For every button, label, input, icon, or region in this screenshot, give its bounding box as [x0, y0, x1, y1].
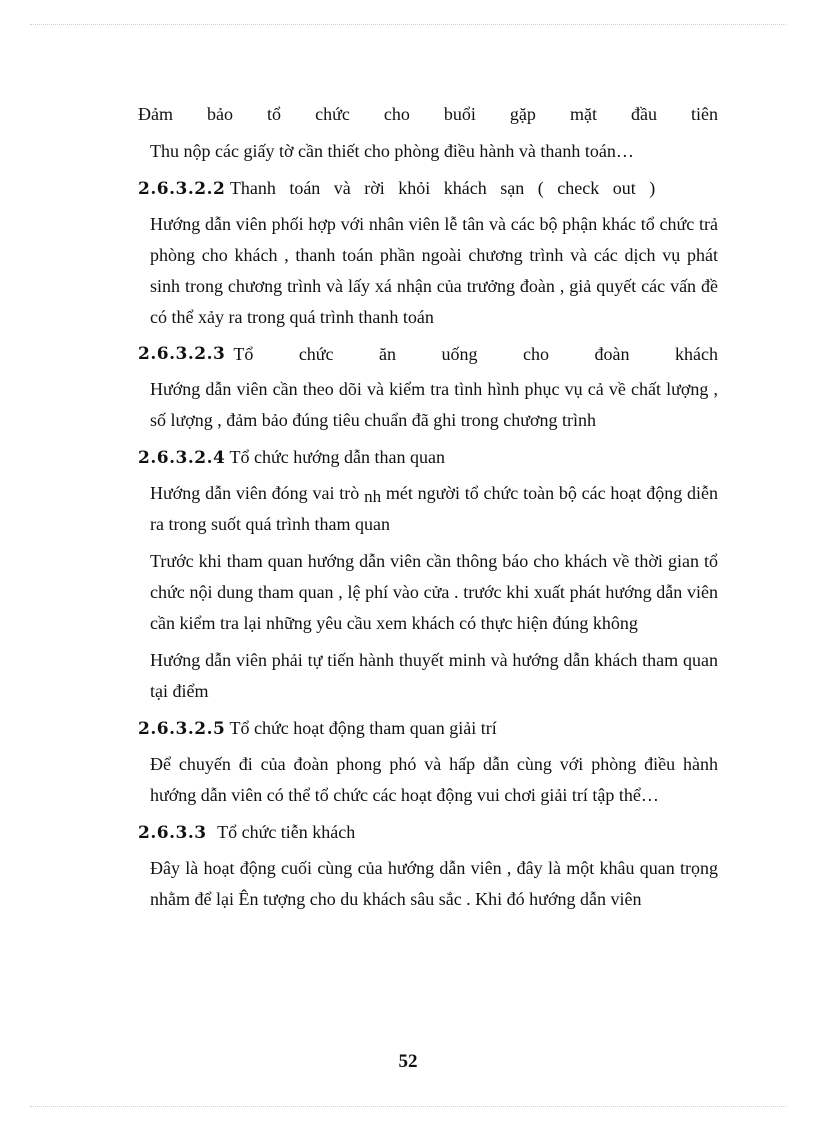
page-number: 52: [398, 1051, 418, 1072]
section-title: [233, 339, 718, 370]
paragraph-text: Hướng dẫn viên đóng vai trò: [150, 483, 360, 503]
heading-2-6-3-2-4: [138, 442, 718, 474]
heading-2-6-3-2-5: [138, 713, 718, 745]
title-word: chức: [298, 344, 334, 364]
paragraph-meals: Hướng dẫn viên cần theo dõi và kiểm tra tình hình phục vụ cả về chất lượng , số lượng , đảm bảo đúng tiêu chuẩn đã ghi trong chương trình: [150, 379, 718, 430]
title-word: uống: [441, 344, 478, 364]
paragraph-text: mét người tổ chức toàn bộ các hoạt động diễn ra trong suốt quá trình tham quan: [150, 483, 719, 534]
section-title: Tổ chức hoạt động tham quan giải trí: [229, 718, 497, 738]
section-number: 2.6.3.2.3: [138, 344, 226, 364]
paragraph-documents: Thu nộp các giấy tờ cần thiết cho phòng điều hành và thanh toán…: [150, 141, 634, 161]
section-number: 2.6.3.2.5: [138, 719, 226, 739]
section-number: 2.6.3.2.4: [138, 448, 226, 468]
paragraph-checkout: Hướng dẫn viên phối hợp với nhân viên lễ tân và các bộ phận khác tổ chức trả phòng cho khách , thanh toán phần ngoài chương trình và các dịch vụ phát sinh trong chương trình và lấy xá nhận của trưởng đoàn , giả quyết các vấn đề có thể xảy ra trong quá trình thanh toán: [150, 214, 718, 327]
heading-2-6-3-2-2: [138, 173, 718, 205]
section-title: Tổ chức hướng dẫn than quan: [229, 447, 445, 467]
paragraph-guide-role: [138, 478, 718, 540]
section-title: Tổ chức tiễn khách: [217, 822, 356, 842]
paragraph-entertainment: Để chuyến đi của đoàn phong phó và hấp dẫn cùng với phòng điều hành hướng dẫn viên có thể tổ chức các hoạt động vui chơi giải trí tập thể…: [150, 754, 718, 805]
section-number: 2.6.3.2.2: [138, 179, 226, 199]
page-border-bottom: [30, 1106, 786, 1107]
title-word: đoàn: [594, 344, 630, 364]
document-body: [138, 99, 718, 921]
heading-2-6-3-2-3: [138, 339, 718, 370]
paragraph-before-tour: Trước khi tham quan hướng dẫn viên cần thông báo cho khách về thời gian tổ chức nội dung tham quan , lệ phí vào cửa . trước khi xuất phát hướng dẫn viên cần kiểm tra lại những yêu cầu xem khách có thực hiện đúng không: [150, 551, 718, 633]
title-word: cho: [523, 344, 549, 364]
paragraph-text: nh: [364, 487, 382, 506]
page-border-top: [30, 24, 786, 25]
title-word: Tổ: [233, 344, 254, 364]
title-word: khách: [674, 344, 718, 364]
paragraph-commentary: Hướng dẫn viên phải tự tiến hành thuyết minh và hướng dẫn khách tham quan tại điểm: [150, 650, 718, 701]
paragraph-first-meeting: Đảm bảo tổ chức cho buổi gặp mặt đầu tiên: [138, 104, 718, 124]
heading-2-6-3-3: [138, 817, 718, 849]
paragraph-farewell: Đây là hoạt động cuối cùng của hướng dẫn viên , đây là một khâu quan trọng nhằm để lại Ên tượng cho du khách sâu sắc . Khi đó hướng dẫn viên: [150, 858, 718, 909]
title-word: ăn: [379, 344, 397, 364]
section-number: 2.6.3.3: [138, 823, 207, 843]
section-title: Thanh toán và rời khỏi khách sạn ( check out ): [229, 178, 656, 198]
